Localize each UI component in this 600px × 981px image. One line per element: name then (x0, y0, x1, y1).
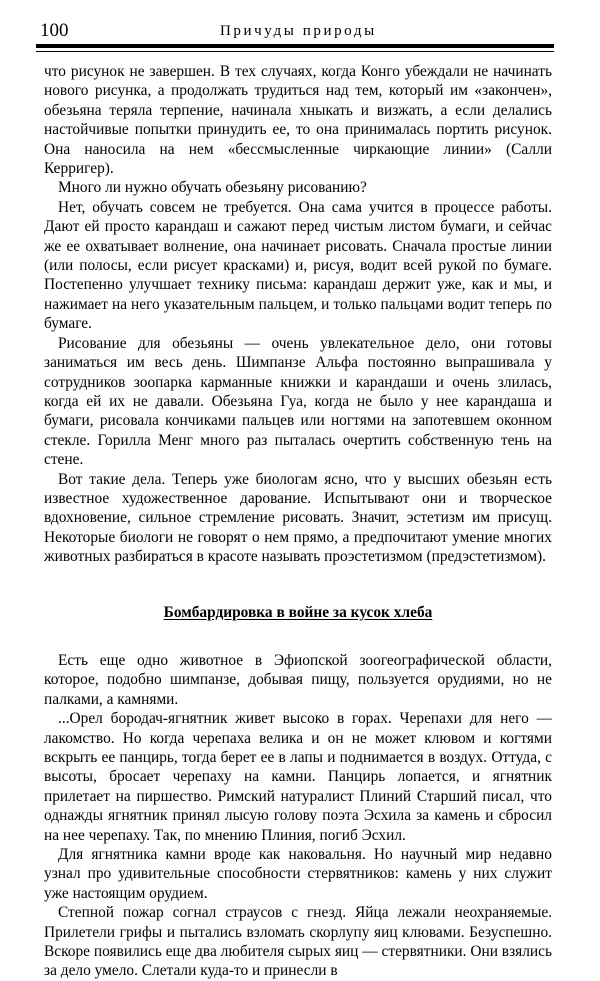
paragraph: Для ягнятника камни вроде как наковальня. Но научный мир недавно узнал про удивительные способности стервятников: камень у них служит уже настоящим орудием. (44, 846, 552, 902)
paragraph: Степной пожар согнал страусов с гнезд. Яйца лежали неохраняемые. Прилетели грифы и пытались взломать скорлупу яиц клювами. Безуспешно. Вскоре появились еще два любителя сырых яиц — стервятники. Они взялись за дело умело. Слетали куда-то и принесли в (44, 904, 552, 980)
page-number: 100 (40, 20, 69, 41)
paragraph: что рисунок не завершен. В тех случаях, когда Конго убеждали не начинать нового рисунка, а продолжать трудиться над тем, который им «закончен», обезьяна теряла терпение, начинала хныкать и визжать, а если делались настойчивые попытки принудить ее, то она принималась портить рисунок. Она наносила на нем «бессмысленные чиркающие линии» (Салли Керригер). (44, 63, 552, 178)
paragraph: Много ли нужно обучать обезьяну рисованию? (58, 179, 367, 197)
header-rule-thin (36, 51, 554, 52)
body-text (44, 62, 552, 981)
paragraph: Вот такие дела. Теперь уже биологам ясно, что у высших обезьян есть известное художественное дарование. Испытывают они и творческое вдохновение, сильное стремление рисовать. Значит, эстетизм им присущ. Некоторые биологи не говорят о нем прямо, а предпочитают умение многих животных разбираться в красоте называть проэстетизмом (предэстетизмом). (44, 470, 552, 566)
paragraph: Нет, обучать совсем не требуется. Она сама учится в процессе работы. Дают ей просто карандаш и сажают перед чистым листом бумаги, и сейчас же ее охватывает волнение, она начинает рисовать. Сначала простые линии (или полосы, если рисует красками) и, рисуя, водит всей рукой по бумаге. Постепенно улучшает технику письма: карандаш держит уже, как и мы, и нажимает на него указательным пальцем, и только пальцами водит теперь по бумаге. (44, 198, 552, 333)
paragraph: ...Орел бородач-ягнятник живет высоко в горах. Черепахи для него — лакомство. Но когда черепаха велика и он не может клювом и когтями вскрыть ее панцирь, тогда берет ее в лапы и поднимается в воздух. Оттуда, с высоты, бросает черепаху на камни. Панцирь лопается, и ягнятник прилетает на пиршество. Римский натуралист Плиний Старший писал, что однажды ягнятник принял лысую голову поэта Эсхила за камень и сбросил на нее черепаху. Так, по мнению Плиния, погиб Эсхил. (44, 710, 552, 844)
section-title: Бомбардировка в войне за кусок хлеба (163, 603, 433, 621)
header-rule-thick (36, 44, 554, 48)
paragraph: Есть еще одно животное в Эфиопской зоогеографической области, которое, подобно шимпанзе, добывая пищу, пользуется орудиями, но не палками, а камнями. (44, 651, 552, 708)
running-title: Причуды природы (220, 23, 377, 39)
page-header (40, 14, 554, 40)
paragraph: Рисование для обезьяны — очень увлекательное дело, они готовы заниматься им весь день. Шимпанзе Альфа постоянно выпрашивала у сотрудников зоопарка карманные книжки и карандаши и очень злилась, когда ей их не давали. Обезьяна Гуа, когда не было у нее карандаша и бумаги, рисовала кончиками пальцев или ногтями на запотевшем оконном стекле. Горилла Менг много раз пыталась очертить собственную тень на стене. (44, 334, 552, 469)
